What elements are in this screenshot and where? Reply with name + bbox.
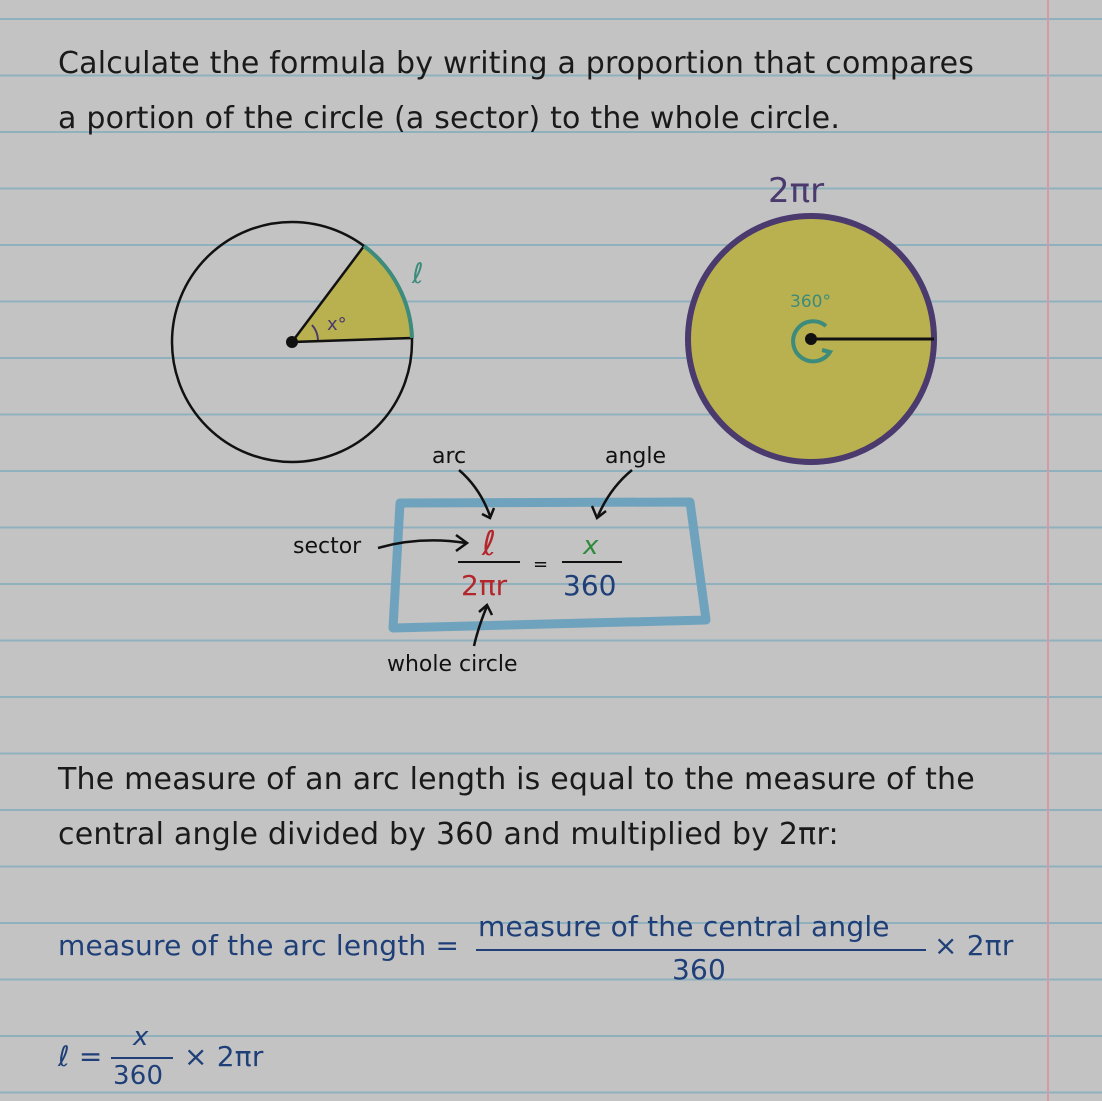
formula1-numerator: measure of the central angle [478, 910, 890, 943]
sector-label: sector [293, 534, 362, 559]
proportion-box [393, 502, 706, 628]
arc-label: arc [432, 444, 467, 469]
angle-arrow [598, 470, 632, 516]
sector-shape [292, 246, 412, 342]
angle-label: angle [605, 444, 667, 469]
arc-arrow [459, 470, 490, 516]
center-dot-right [805, 333, 817, 345]
proportion-equals: = [533, 554, 549, 575]
proportion-left-denominator: 2πr [461, 569, 508, 602]
formula1-denominator: 360 [672, 953, 727, 986]
sector-arrow [378, 540, 466, 548]
formula2-lhs: ℓ = [58, 1040, 103, 1073]
explanation-line-2: central angle divided by 360 and multiplied by 2πr: [58, 817, 839, 852]
intro-line-2: a portion of the circle (a sector) to the whole circle. [58, 101, 841, 136]
formula1-tail: × 2πr [934, 929, 1014, 962]
full-angle-label: 360° [790, 292, 831, 312]
formula2-tail: × 2πr [184, 1040, 264, 1073]
circumference-label: 2πr [768, 171, 825, 211]
formula2-numerator: x [133, 1022, 149, 1052]
formula1-lhs: measure of the arc length = [58, 929, 460, 962]
proportion-left-numerator: ℓ [482, 524, 497, 564]
formula1-fraction-bar [476, 949, 926, 951]
formula2-denominator: 360 [113, 1061, 164, 1091]
proportion-right-denominator: 360 [563, 569, 617, 602]
arc-symbol-label: ℓ [412, 257, 424, 290]
proportion-right-numerator: x [583, 531, 599, 561]
sector-angle-label: x° [327, 314, 347, 335]
whole-circle-label: whole circle [387, 652, 518, 677]
formula2-fraction-bar [111, 1057, 173, 1059]
explanation-line-1: The measure of an arc length is equal to the measure of the [58, 762, 975, 797]
center-dot-left [286, 336, 298, 348]
intro-line-1: Calculate the formula by writing a proportion that compares [58, 46, 975, 81]
